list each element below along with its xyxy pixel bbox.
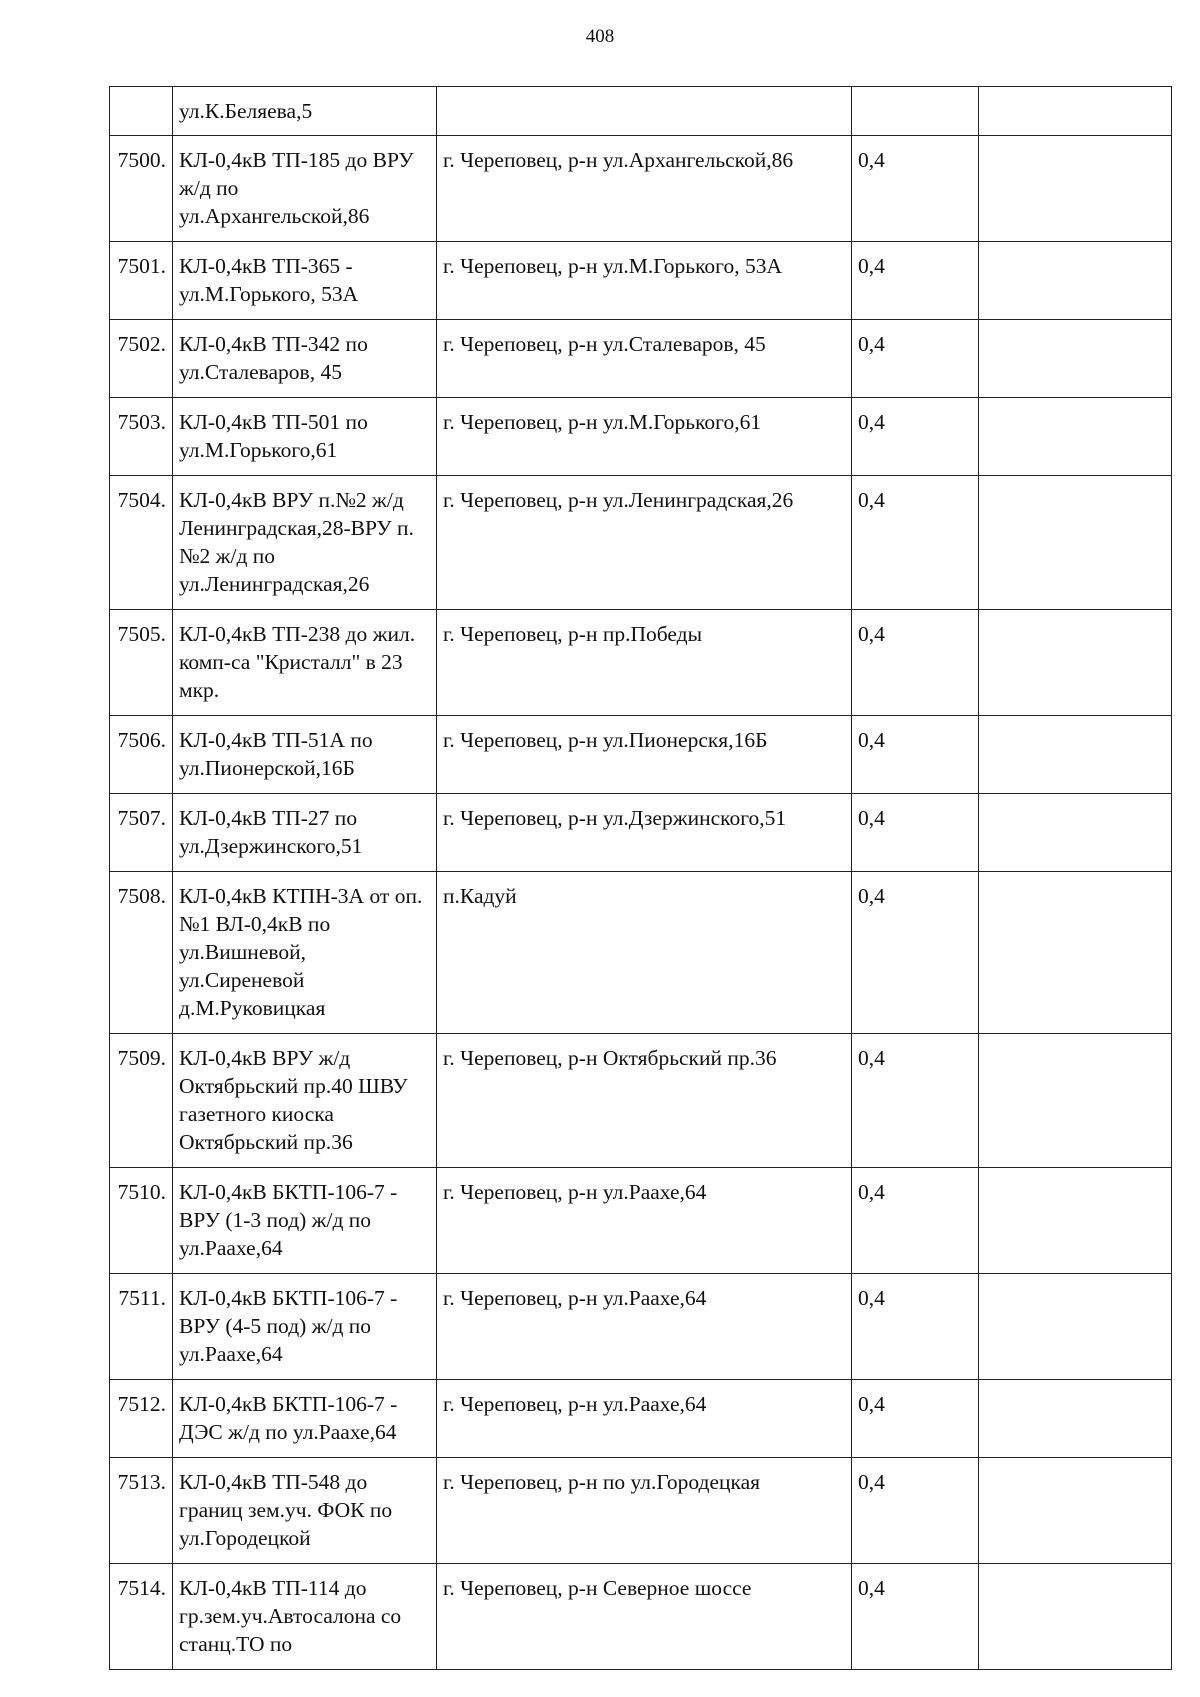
object-address: г. Череповец, р-н ул.Раахе,64	[437, 1168, 852, 1274]
table-row	[110, 398, 1172, 476]
voltage: 0,4	[852, 610, 979, 716]
extra-cell	[979, 1274, 1172, 1380]
object-address: г. Череповец, р-н ул.Раахе,64	[437, 1380, 852, 1458]
registry-table	[109, 86, 1172, 1670]
voltage: 0,4	[852, 794, 979, 872]
object-name: КЛ-0,4кВ ВРУ ж/д Октябрьский пр.40 ШВУ газетного киоска Октябрьский пр.36	[173, 1034, 437, 1168]
row-number: 7514.	[110, 1564, 173, 1670]
table-row	[110, 136, 1172, 242]
object-address: г. Череповец, р-н ул.Сталеваров, 45	[437, 320, 852, 398]
row-number: 7506.	[110, 716, 173, 794]
object-address: г. Череповец, р-н ул.Архангельской,86	[437, 136, 852, 242]
object-name: КЛ-0,4кВ ТП-238 до жил. комп-са "Кристалл" в 23 мкр.	[173, 610, 437, 716]
row-number: 7508.	[110, 872, 173, 1034]
object-address: г. Череповец, р-н пр.Победы	[437, 610, 852, 716]
extra-cell	[979, 794, 1172, 872]
extra-cell	[979, 87, 1172, 136]
object-name: КЛ-0,4кВ ТП-27 по ул.Дзержинского,51	[173, 794, 437, 872]
table-row	[110, 242, 1172, 320]
object-address: г. Череповец, р-н Октябрьский пр.36	[437, 1034, 852, 1168]
table-row	[110, 1274, 1172, 1380]
row-number: 7500.	[110, 136, 173, 242]
object-address: г. Череповец, р-н Северное шоссе	[437, 1564, 852, 1670]
voltage: 0,4	[852, 398, 979, 476]
object-name: КЛ-0,4кВ ТП-185 до ВРУ ж/д по ул.Архангельской,86	[173, 136, 437, 242]
object-name: КЛ-0,4кВ БКТП-106-7 - ВРУ (1-3 под) ж/д по ул.Раахе,64	[173, 1168, 437, 1274]
object-name: ул.К.Беляева,5	[173, 87, 437, 136]
voltage	[852, 87, 979, 136]
object-address: г. Череповец, р-н ул.Ленинградская,26	[437, 476, 852, 610]
table-row	[110, 1564, 1172, 1670]
extra-cell	[979, 716, 1172, 794]
extra-cell	[979, 398, 1172, 476]
object-name: КЛ-0,4кВ ТП-114 до гр.зем.уч.Автосалона со станц.ТО по	[173, 1564, 437, 1670]
voltage: 0,4	[852, 872, 979, 1034]
object-name: КЛ-0,4кВ БКТП-106-7 - ДЭС ж/д по ул.Раахе,64	[173, 1380, 437, 1458]
voltage: 0,4	[852, 242, 979, 320]
extra-cell	[979, 476, 1172, 610]
page-number: 408	[585, 26, 615, 47]
table-row	[110, 320, 1172, 398]
table-row	[110, 610, 1172, 716]
voltage: 0,4	[852, 1034, 979, 1168]
row-number: 7502.	[110, 320, 173, 398]
object-name: КЛ-0,4кВ БКТП-106-7 - ВРУ (4-5 под) ж/д по ул.Раахе,64	[173, 1274, 437, 1380]
table-row	[110, 1168, 1172, 1274]
object-address: г. Череповец, р-н ул.М.Горького,61	[437, 398, 852, 476]
extra-cell	[979, 1564, 1172, 1670]
extra-cell	[979, 320, 1172, 398]
table-row	[110, 716, 1172, 794]
table-row	[110, 476, 1172, 610]
voltage: 0,4	[852, 476, 979, 610]
row-number: 7507.	[110, 794, 173, 872]
object-name: КЛ-0,4кВ ТП-51А по ул.Пионерской,16Б	[173, 716, 437, 794]
extra-cell	[979, 1168, 1172, 1274]
row-number: 7509.	[110, 1034, 173, 1168]
object-name: КЛ-0,4кВ КТПН-3А от оп.№1 ВЛ-0,4кВ по ул.Вишневой, ул.Сиреневой д.М.Руковицкая	[173, 872, 437, 1034]
object-name: КЛ-0,4кВ ТП-365 - ул.М.Горького, 53А	[173, 242, 437, 320]
object-address: г. Череповец, р-н ул.М.Горького, 53А	[437, 242, 852, 320]
object-address: г. Череповец, р-н ул.Раахе,64	[437, 1274, 852, 1380]
object-name: КЛ-0,4кВ ТП-501 по ул.М.Горького,61	[173, 398, 437, 476]
extra-cell	[979, 1380, 1172, 1458]
voltage: 0,4	[852, 136, 979, 242]
object-address: п.Кадуй	[437, 872, 852, 1034]
row-number: 7503.	[110, 398, 173, 476]
extra-cell	[979, 242, 1172, 320]
row-number	[110, 87, 173, 136]
object-address: г. Череповец, р-н по ул.Городецкая	[437, 1458, 852, 1564]
row-number: 7512.	[110, 1380, 173, 1458]
row-number: 7504.	[110, 476, 173, 610]
voltage: 0,4	[852, 716, 979, 794]
extra-cell	[979, 1458, 1172, 1564]
voltage: 0,4	[852, 1168, 979, 1274]
row-number: 7505.	[110, 610, 173, 716]
voltage: 0,4	[852, 1380, 979, 1458]
table-row	[110, 1380, 1172, 1458]
voltage: 0,4	[852, 320, 979, 398]
table-row	[110, 1034, 1172, 1168]
extra-cell	[979, 872, 1172, 1034]
extra-cell	[979, 610, 1172, 716]
table-row	[110, 872, 1172, 1034]
object-name: КЛ-0,4кВ ТП-342 по ул.Сталеваров, 45	[173, 320, 437, 398]
object-address: г. Череповец, р-н ул.Пионерскя,16Б	[437, 716, 852, 794]
table-row	[110, 794, 1172, 872]
row-number: 7510.	[110, 1168, 173, 1274]
table-row	[110, 87, 1172, 136]
row-number: 7513.	[110, 1458, 173, 1564]
object-name: КЛ-0,4кВ ТП-548 до границ зем.уч. ФОК по ул.Городецкой	[173, 1458, 437, 1564]
row-number: 7511.	[110, 1274, 173, 1380]
object-name: КЛ-0,4кВ ВРУ п.№2 ж/д Ленинградская,28-ВРУ п.№2 ж/д по ул.Ленинградская,26	[173, 476, 437, 610]
object-address: г. Череповец, р-н ул.Дзержинского,51	[437, 794, 852, 872]
extra-cell	[979, 1034, 1172, 1168]
table-row	[110, 1458, 1172, 1564]
voltage: 0,4	[852, 1564, 979, 1670]
row-number: 7501.	[110, 242, 173, 320]
extra-cell	[979, 136, 1172, 242]
voltage: 0,4	[852, 1274, 979, 1380]
voltage: 0,4	[852, 1458, 979, 1564]
object-address	[437, 87, 852, 136]
